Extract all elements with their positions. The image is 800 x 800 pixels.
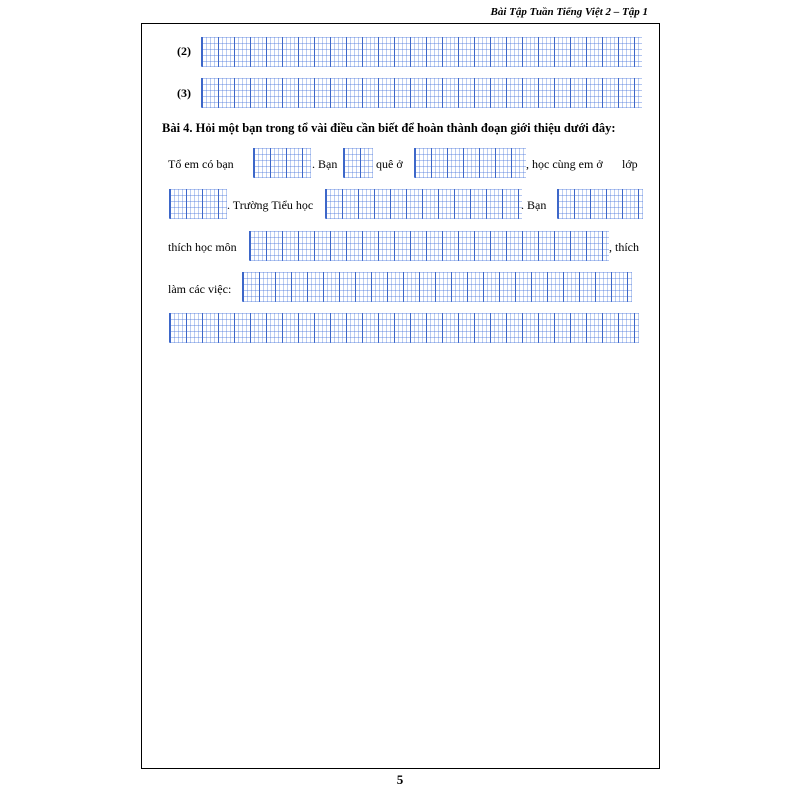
writing-grid-activities[interactable] [242,272,632,302]
writing-grid-class[interactable] [169,189,227,219]
writing-grid-activities-continued[interactable] [169,313,639,343]
writing-grid-hometown[interactable] [414,148,526,178]
writing-grid-line-3[interactable] [201,78,642,108]
row2-text-2: . Bạn [521,198,547,212]
row1-text-5: lớp [622,157,638,171]
writing-grid-row2-end[interactable] [557,189,643,219]
row3-text-1: thích học môn [168,240,237,254]
writing-grid-friend-short[interactable] [343,148,373,178]
row1-text-2: . Bạn [312,157,338,171]
page-number: 5 [396,772,404,787]
line-3-label: (3) [177,86,191,100]
row1-text-1: Tổ em có bạn [168,157,234,171]
row1-text-4: , học cùng em ở [526,157,603,171]
row3-text-2: , thích [609,240,639,254]
writing-grid-favorite-subject[interactable] [249,231,609,261]
running-header: Bài Tập Tuần Tiếng Việt 2 – Tập 1 [490,6,648,18]
writing-grid-friend-name[interactable] [253,148,311,178]
writing-grid-line-2[interactable] [201,37,642,67]
line-2-label: (2) [177,44,191,58]
exercise-4-title: Bài 4. Hỏi một bạn trong tổ vài điều cần biết để hoàn thành đoạn giới thiệu dưới đây: [162,121,616,135]
row1-text-3: quê ở [376,157,403,171]
row2-text-1: . Trường Tiểu học [227,198,314,212]
row4-text-1: làm các việc: [168,282,232,296]
writing-grid-school[interactable] [325,189,522,219]
